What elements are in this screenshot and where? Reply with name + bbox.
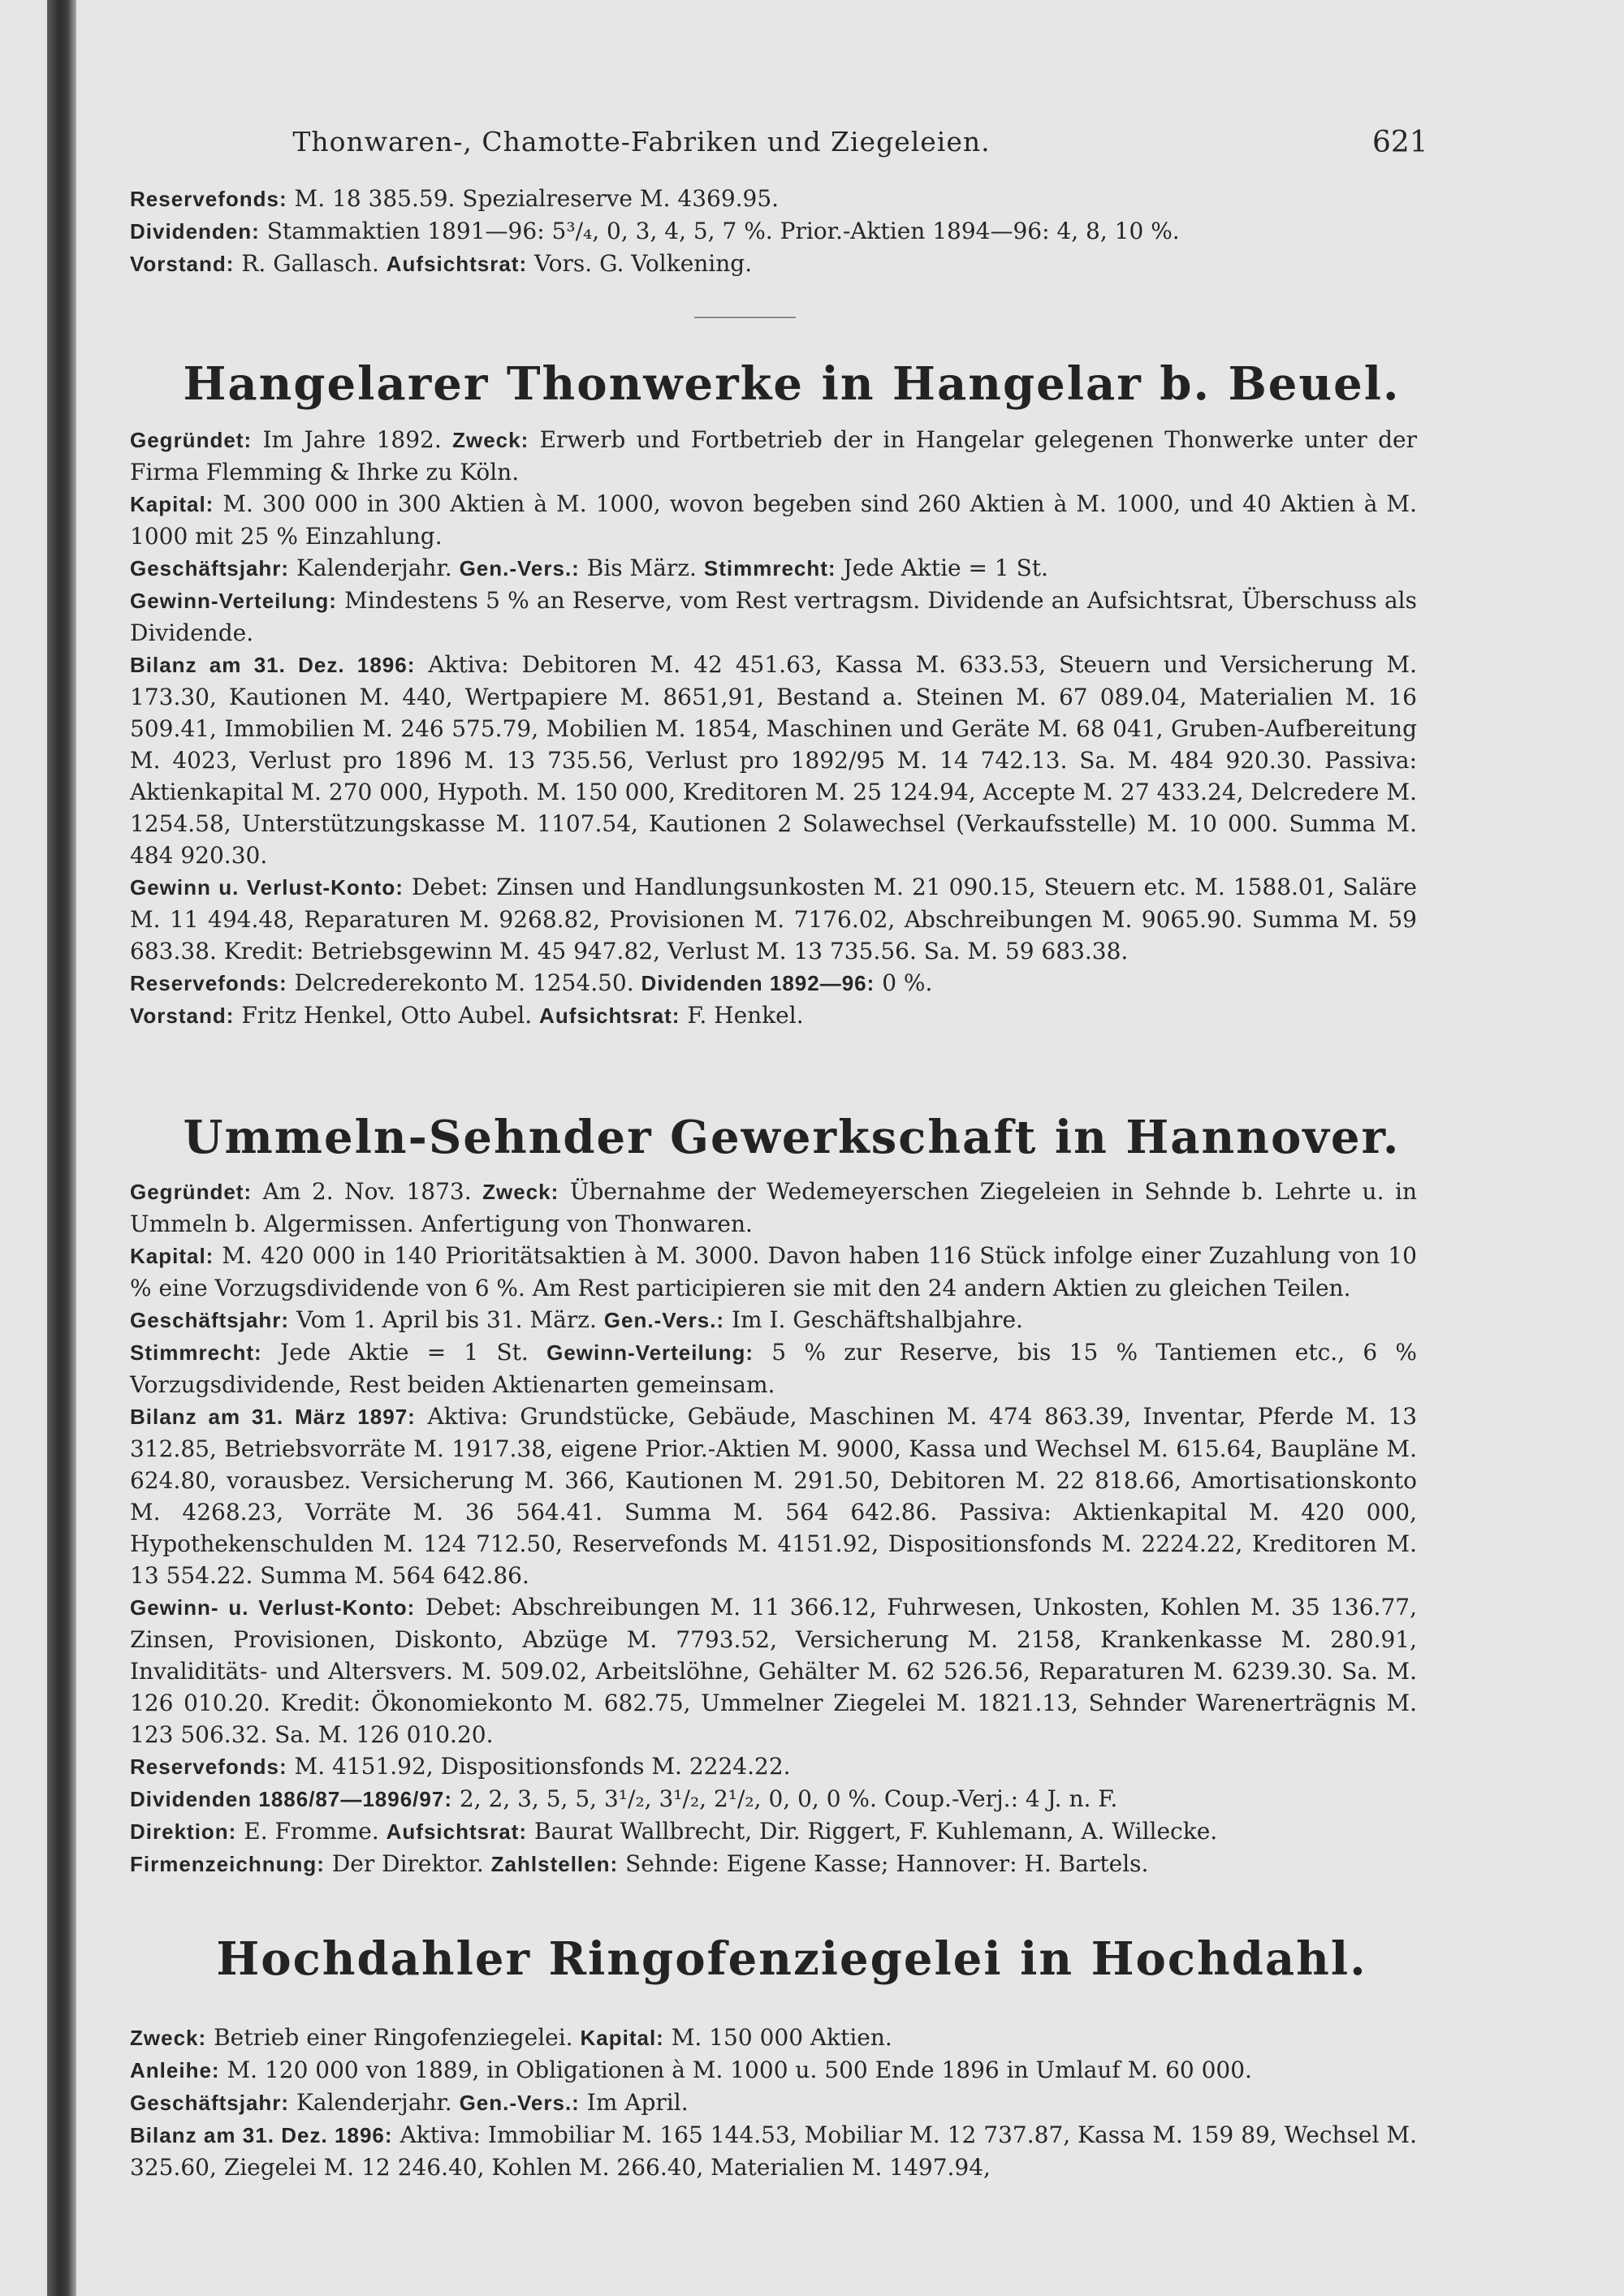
entry-text: Vors. G. Volkening. — [534, 250, 753, 277]
entry-text: Im Jahre 1892. — [262, 426, 442, 453]
entry-reservefonds — [130, 1750, 1417, 1783]
entry-label: Reservefonds: — [130, 971, 287, 995]
company-entry-ummeln-sehnder — [130, 1176, 1417, 1880]
company-heading: Hangelarer Thonwerke in Hangelar b. Beuel. — [183, 357, 1401, 411]
entry-label: Gewinn-Verteilung: — [546, 1340, 754, 1365]
entry-text: E. Fromme. — [244, 1818, 379, 1845]
entry-label: Gen.-Vers.: — [459, 556, 580, 580]
company-heading: Ummeln-Sehnder Gewerkschaft in Hannover. — [183, 1111, 1401, 1164]
entry-label: Anleihe: — [130, 2058, 220, 2082]
entry — [130, 248, 1417, 280]
entry-label: Geschäftsjahr: — [130, 1308, 290, 1332]
entry-label: Bilanz am 31. Dez. 1896: — [130, 2123, 393, 2147]
entry-text: Im I. Geschäftshalbjahre. — [731, 1306, 1023, 1333]
entry-label: Aufsichtsrat: — [386, 1819, 527, 1844]
entry-zweck — [130, 2022, 1417, 2054]
entry-label: Zahlstellen: — [490, 1852, 619, 1876]
entry-label: Gewinn-Verteilung: — [130, 589, 337, 613]
entry-label: Gen.-Vers.: — [603, 1308, 725, 1332]
entry-label: Gegründet: — [130, 1180, 253, 1204]
entry-text: Sehnde: Eigene Kasse; Hannover: H. Bartels. — [625, 1850, 1149, 1877]
entry-text: Jede Aktie = 1 St. — [279, 1339, 529, 1366]
entry-text: M. 4151.92, Dispositionsfonds M. 2224.22. — [294, 1753, 791, 1780]
entry-text: Vom 1. April bis 31. März. — [296, 1306, 597, 1333]
entry-text: Aktiva: Grundstücke, Gebäude, Maschinen M. 474 863.39, Inventar, Pferde M. 13 312.85, Betriebsvorräte M. 1917.38, eigene Prior.-Aktien M. 9000, Kassa und Wechsel M. 615.64, Baupläne M. 624.80, vorausbez. Versicherung M. 366, Kautionen M. 291.50, Debitoren M. 22 818.66, Amortisationskonto M. 4268.23, Vorräte M. 36 564.41. Summa M. 564 642.86. Passiva: Aktienkapital M. 420 000, Hypothekenschulden M. 124 712.50, Reservefonds M. 4151.92, Dispositionsfonds M. 2224.22, Kreditoren M. 13 554.22. Summa M. 564 642.86. — [130, 1403, 1418, 1589]
entry-label: Kapital: — [580, 2026, 664, 2050]
company-entry-hangelar — [130, 424, 1417, 1032]
entry-label: Geschäftsjahr: — [130, 556, 290, 580]
entry-label: Geschäftsjahr: — [130, 2091, 290, 2115]
entry-label: Aufsichtsrat: — [539, 1003, 680, 1028]
entry-label: Reservefonds: — [130, 187, 287, 211]
entry-label: Stimmrecht: — [703, 556, 836, 580]
entry-text: Debet: Abschreibungen M. 11 366.12, Fuhrwesen, Unkosten, Kohlen M. 35 136.77, Zinsen, Provisionen, Diskonto, Abzüge M. 7793.52, Versicherung M. 2158, Krankenkasse M. 280.91, Invaliditäts- und Altersvers. M. 509.02, Arbeitslöhne, Gehälter M. 62 526.56, Reparaturen M. 6239.30. Sa. M. 126 010.20. Kredit: Ökonomiekonto M. 682.75, Ummelner Ziegelei M. 1821.13, Sehnder Warenerträgnis M. 123 506.32. Sa. M. 126 010.20. — [130, 1594, 1417, 1748]
entry-text: M. 420 000 in 140 Prioritätsaktien à M. 3000. Davon haben 116 Stück infolge einer Zuzahlung von 10 % eine Vorzugsdividende von 6 %. Am Rest participieren sie mit den 24 andern Aktien zu gleichen Teilen. — [130, 1242, 1417, 1301]
entry-text: 2, 2, 3, 5, 5, 3¹/₂, 3¹/₂, 2¹/₂, 0, 0, 0 %. Coup.-Verj.: 4 J. n. F. — [459, 1785, 1118, 1812]
entry-text: Kalenderjahr. — [296, 555, 452, 581]
entry-text: Stammaktien 1891—96: 5³/₄, 0, 3, 4, 5, 7 %. Prior.-Aktien 1894—96: 4, 8, 10 %. — [266, 218, 1180, 244]
entry-text: M. 300 000 in 300 Aktien à M. 1000, wovon begeben sind 260 Aktien à M. 1000, und 40 Aktien à M. 1000 mit 25 % Einzahlung. — [130, 490, 1417, 550]
entry-geschaeftsjahr — [130, 552, 1417, 585]
entry-anleihe — [130, 2054, 1417, 2087]
entry-label: Kapital: — [130, 492, 214, 516]
entry-gewinn-verlust — [130, 1591, 1417, 1750]
entry-text: Debet: Zinsen und Handlungsunkosten M. 21 090.15, Steuern etc. M. 1588.01, Saläre M. 11 494.48, Reparaturen M. 9268.82, Provisionen M. 7176.02, Abschreibungen M. 9065.90. Summa M. 59 683.38. Kredit: Betriebsgewinn M. 45 947.82, Verlust M. 13 735.56. Sa. M. 59 683.38. — [130, 874, 1418, 965]
entry-text: Bis März. — [586, 555, 697, 581]
entry-dividenden — [130, 1783, 1417, 1815]
entry-label: Gen.-Vers.: — [459, 2091, 580, 2115]
entry-label: Stimmrecht: — [130, 1340, 262, 1365]
entry-text: Mindestens 5 % an Reserve, vom Rest vertragsm. Dividende an Aufsichtsrat, Überschuss als Dividende. — [130, 587, 1417, 646]
entry-label: Dividenden 1892—96: — [641, 971, 875, 995]
entry-text: 0 %. — [882, 969, 933, 996]
entry-gewinn-verlust — [130, 871, 1417, 967]
entry — [130, 215, 1417, 248]
entry-text: M. 150 000 Aktien. — [671, 2024, 892, 2051]
entry-text: Am 2. Nov. 1873. — [262, 1178, 472, 1205]
entry — [130, 183, 1417, 215]
entry-label: Aufsichtsrat: — [386, 252, 528, 276]
entry-label: Direktion: — [130, 1819, 237, 1844]
entry-label: Firmenzeichnung: — [130, 1852, 325, 1876]
entry-text: Baurat Wallbrecht, Dir. Riggert, F. Kuhlemann, A. Willecke. — [533, 1818, 1218, 1845]
entry-label: Gegründet: — [130, 428, 253, 452]
running-header: Thonwaren-, Chamotte-Fabriken und Ziegeleien. — [292, 126, 991, 158]
entry-text: Im April. — [586, 2089, 689, 2116]
entry-firmenzeichnung — [130, 1848, 1417, 1880]
entry-label: Dividenden: — [130, 219, 260, 244]
entry-geschaeftsjahr — [130, 1304, 1417, 1336]
entry-vorstand — [130, 999, 1417, 1032]
entry-text: F. Henkel. — [687, 1002, 804, 1029]
company-heading: Hochdahler Ringofenziegelei in Hochdahl. — [216, 1932, 1367, 1986]
entry-text: Aktiva: Immobiliar M. 165 144.53, Mobiliar M. 12 737.87, Kassa M. 159 89, Wechsel M. 325.60, Ziegelei M. 12 246.40, Kohlen M. 266.40, Materialien M. 1497.94, — [130, 2121, 1417, 2181]
entry-reservefonds — [130, 967, 1417, 999]
entry-bilanz — [130, 1400, 1417, 1591]
entry-label: Bilanz am 31. Dez. 1896: — [130, 653, 416, 677]
entry-text: Fritz Henkel, Otto Aubel. — [241, 1002, 533, 1029]
entry-gegruendet — [130, 424, 1417, 488]
entry-label: Gewinn u. Verlust-Konto: — [130, 875, 404, 900]
entry-text: R. Gallasch. — [241, 250, 379, 277]
entry-text: Jede Aktie = 1 St. — [843, 555, 1048, 581]
entry-direktion — [130, 1815, 1417, 1848]
entry-text: 5 % zur Reserve, bis 15 % Tantiemen etc., 6 % Vorzugsdividende, Rest beiden Aktienarten gemeinsam. — [130, 1339, 1418, 1398]
page-number: 621 — [1372, 126, 1428, 159]
entry-bilanz — [130, 649, 1417, 871]
entry-label: Reservefonds: — [130, 1754, 287, 1779]
entry-label: Kapital: — [130, 1244, 214, 1268]
entry-gewinn-verteilung — [130, 585, 1417, 649]
entry-text: M. 18 385.59. Spezialreserve M. 4369.95. — [294, 185, 780, 212]
entry-geschaeftsjahr — [130, 2087, 1417, 2119]
entry-kapital — [130, 1240, 1417, 1304]
entry-text: Kalenderjahr. — [296, 2089, 452, 2116]
entry-label: Zweck: — [482, 1180, 559, 1204]
entry-label: Zweck: — [452, 428, 529, 452]
section-divider — [694, 317, 796, 318]
company-entry-hochdahl — [130, 2022, 1417, 2183]
entry-label: Vorstand: — [130, 1003, 235, 1028]
entry-text: Der Direktor. — [331, 1850, 484, 1877]
entry-bilanz — [130, 2119, 1417, 2183]
entry-label: Gewinn- u. Verlust-Konto: — [130, 1595, 416, 1620]
entry-text: Erwerb und Fortbetrieb der in Hangelar gelegenen Thonwerke unter der Firma Flemming & Ihrke zu Köln. — [130, 426, 1417, 486]
entry-text: Betrieb einer Ringofenziegelei. — [214, 2024, 573, 2051]
previous-company-tail — [130, 183, 1417, 280]
entry-text: M. 120 000 von 1889, in Obligationen à M. 1000 u. 500 Ende 1896 in Umlauf M. 60 000. — [227, 2056, 1252, 2083]
entry-text: Delcrederekonto M. 1254.50. — [294, 969, 634, 996]
entry-kapital — [130, 488, 1417, 552]
entry-label: Zweck: — [130, 2026, 207, 2050]
entry-stimmrecht — [130, 1336, 1417, 1400]
entry-text: Aktiva: Debitoren M. 42 451.63, Kassa M. 633.53, Steuern und Versicherung M. 173.30, Kautionen M. 440, Wertpapiere M. 8651,91, Bestand a. Steinen M. 67 089.04, Materialien M. 16 509.41, Immobilien M. 246 575.79, Mobilien M. 1854, Maschinen und Geräte M. 68 041, Gruben-Aufbereitung M. 4023, Verlust pro 1896 M. 13 735.56, Verlust pro 1892/95 M. 14 742.13. Sa. M. 484 920.30. Passiva: Aktienkapital M. 270 000, Hypoth. M. 150 000, Kreditoren M. 25 124.94, Accepte M. 27 433.24, Delcredere M. 1254.58, Unterstützungskasse M. 1107.54, Kautionen 2 Solawechsel (Verkaufsstelle) M. 10 000. Summa M. 484 920.30. — [130, 651, 1417, 869]
entry-label: Dividenden 1886/87—1896/97: — [130, 1787, 452, 1811]
entry-label: Bilanz am 31. März 1897: — [130, 1405, 416, 1429]
entry-text: Übernahme der Wedemeyerschen Ziegeleien in Sehnde b. Lehrte u. in Ummeln b. Algermissen. Anfertigung von Thonwaren. — [130, 1178, 1417, 1237]
entry-gegruendet — [130, 1176, 1417, 1240]
entry-label: Vorstand: — [130, 252, 235, 276]
